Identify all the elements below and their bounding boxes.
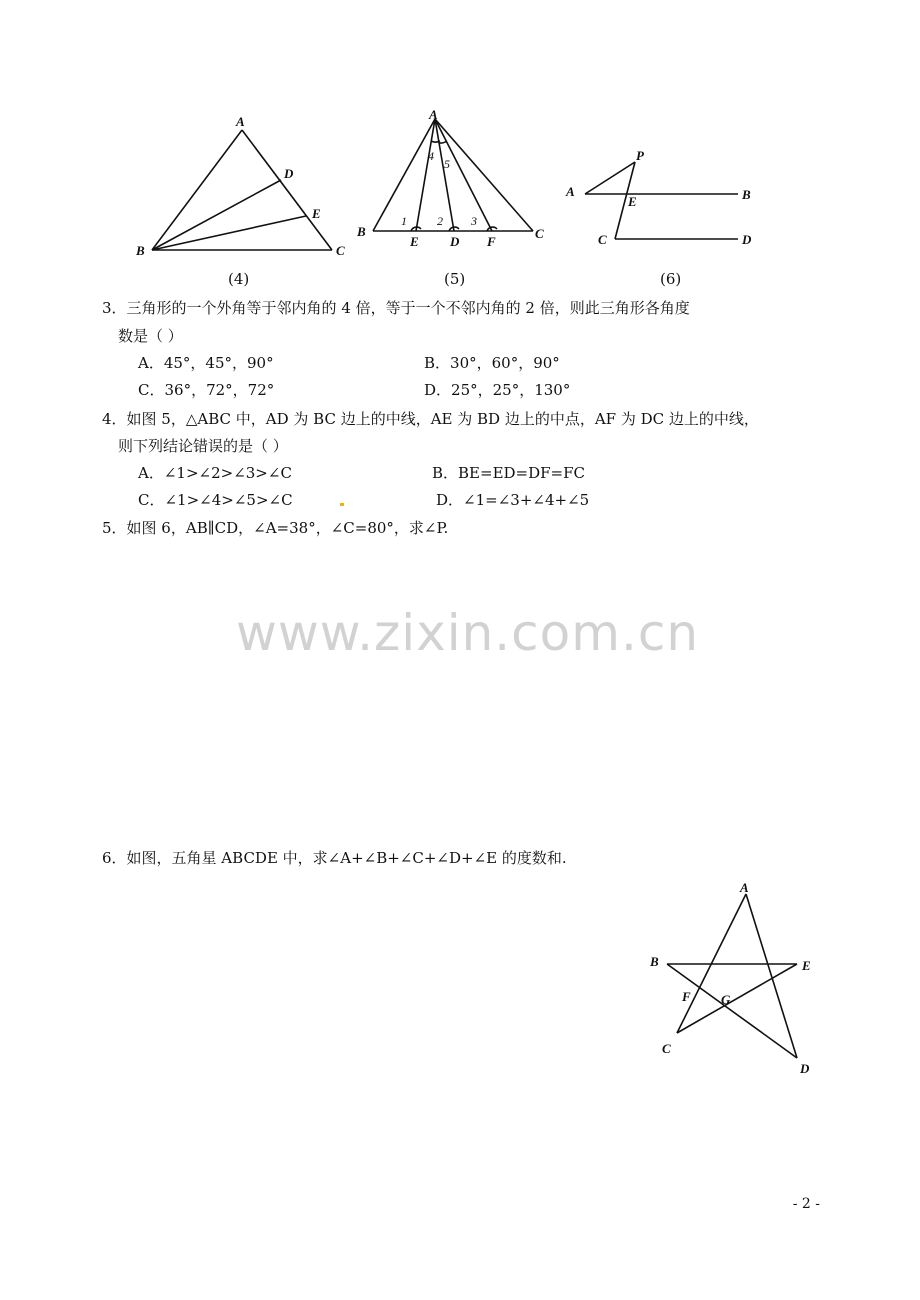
label-P: P — [636, 148, 644, 163]
label-E: E — [802, 958, 811, 973]
star-diagram — [640, 878, 830, 1088]
star-figure — [640, 878, 830, 1088]
question-3-option-c: C．36°，72°，72° — [138, 381, 275, 399]
label-F: F — [487, 234, 496, 249]
figure-4 — [130, 110, 360, 270]
figure-5 — [355, 105, 555, 265]
label-D: D — [450, 234, 460, 249]
page-number: - 2 - — [792, 1196, 820, 1212]
label-A: A — [740, 880, 749, 895]
label-D: D — [284, 166, 294, 181]
question-6-line-1: 6．如图，五角星 ABCDE 中，求∠A+∠B+∠C+∠D+∠E 的度数和. — [102, 849, 567, 867]
figure-4-diagram — [130, 110, 360, 270]
label-A: A — [566, 184, 575, 199]
question-4-option-b: B．BE=ED=DF=FC — [432, 464, 585, 482]
label-C: C — [598, 232, 607, 247]
label-B: B — [742, 187, 751, 202]
angle-1: 1 — [401, 214, 407, 228]
question-5-line-1: 5．如图 6，AB∥CD，∠A=38°，∠C=80°，求∠P. — [102, 519, 449, 537]
label-B: B — [650, 954, 659, 969]
label-B: B — [136, 243, 145, 258]
question-3-option-b: B．30°，60°，90° — [424, 354, 560, 372]
question-3-option-a: A．45°，45°，90° — [138, 354, 274, 372]
question-4-option-c: C．∠1>∠4>∠5>∠C — [138, 491, 293, 509]
figure-5-caption: (5) — [444, 270, 466, 288]
stray-dot — [340, 503, 344, 506]
watermark: www.zixin.com.cn — [236, 604, 700, 662]
label-G: G — [721, 992, 731, 1007]
figure-6 — [560, 140, 770, 260]
label-E: E — [410, 234, 419, 249]
label-E: E — [628, 194, 637, 209]
question-3-line-1: 3．三角形的一个外角等于邻内角的 4 倍，等于一个不邻内角的 2 倍，则此三角形各角度 — [102, 299, 690, 317]
label-C: C — [535, 226, 544, 241]
question-4-option-d: D．∠1=∠3+∠4+∠5 — [436, 491, 590, 509]
label-D: D — [800, 1061, 810, 1076]
figure-4-caption: (4) — [228, 270, 250, 288]
angle-2: 2 — [437, 214, 443, 228]
question-3-line-2: 数是（ ） — [118, 327, 183, 345]
figure-5-diagram — [355, 105, 555, 265]
label-C: C — [662, 1041, 671, 1056]
label-B: B — [357, 224, 366, 239]
question-4-line-1: 4．如图 5，△ABC 中，AD 为 BC 边上的中线，AE 为 BD 边上的中点，AF 为 DC 边上的中线， — [102, 410, 759, 428]
label-F: F — [682, 989, 691, 1004]
label-A: A — [429, 107, 438, 122]
label-A: A — [236, 114, 245, 129]
question-4-line-2: 则下列结论错误的是（ ） — [118, 437, 288, 455]
label-C: C — [336, 243, 345, 258]
angle-4: 4 — [428, 149, 434, 163]
angle-5: 5 — [444, 157, 450, 171]
label-D: D — [742, 232, 752, 247]
figure-6-caption: (6) — [660, 270, 682, 288]
label-E: E — [312, 206, 321, 221]
question-3-option-d: D．25°，25°，130° — [424, 381, 571, 399]
figure-6-diagram — [560, 140, 770, 260]
question-4-option-a: A．∠1>∠2>∠3>∠C — [138, 464, 292, 482]
angle-3: 3 — [471, 214, 477, 228]
